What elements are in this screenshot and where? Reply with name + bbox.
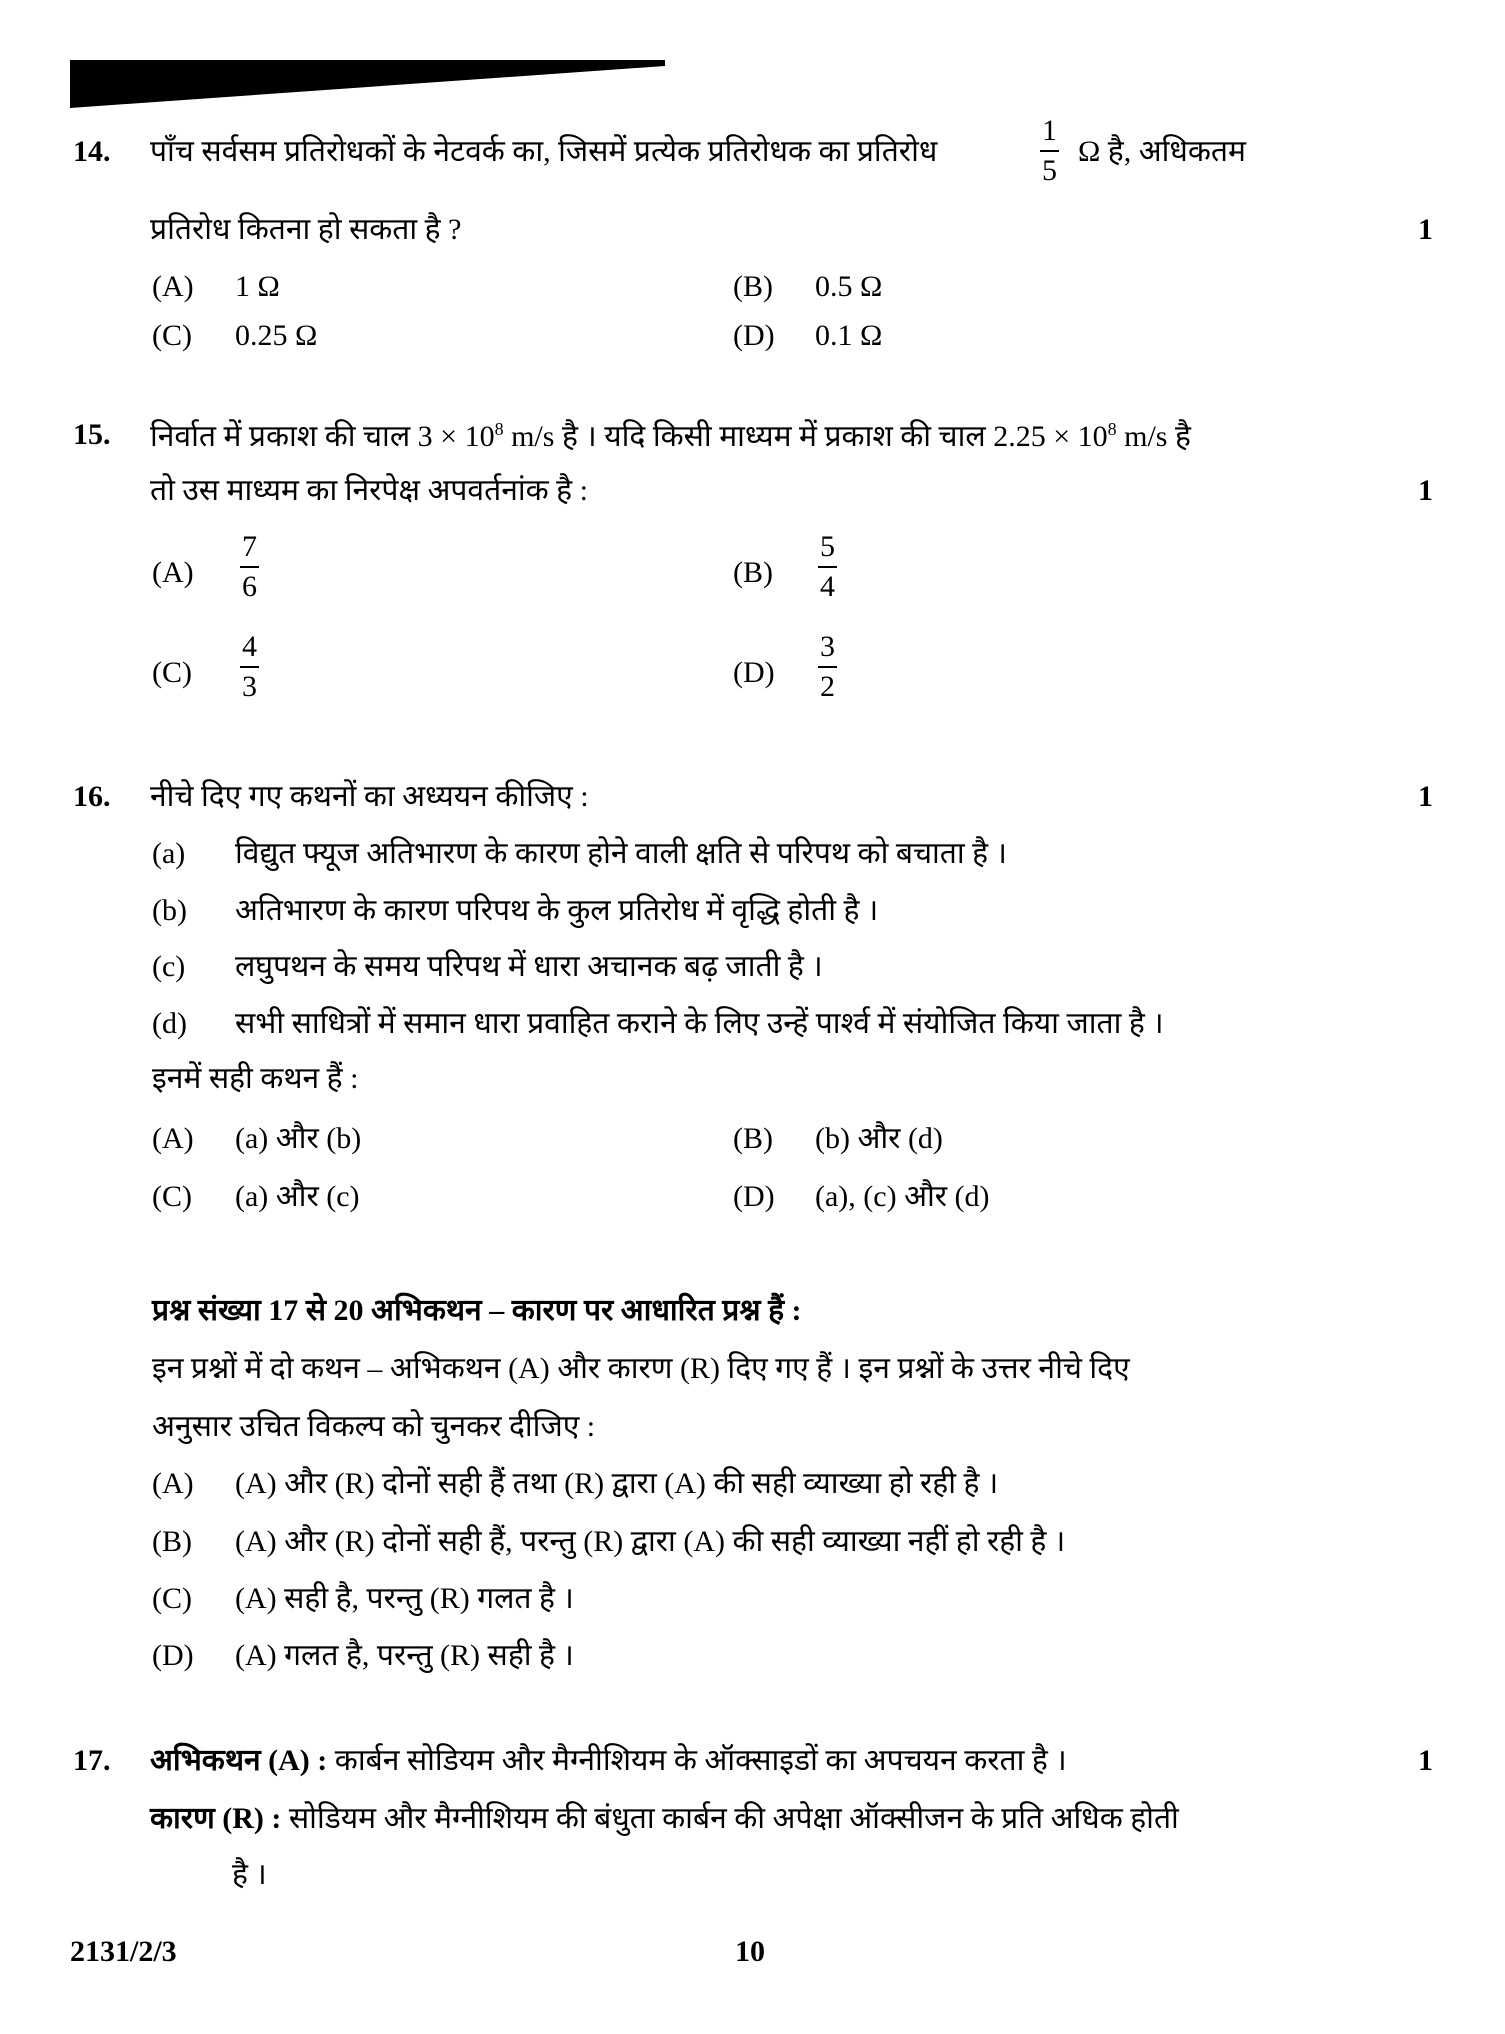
option-value: 0.25 Ω bbox=[235, 319, 318, 352]
option-value: (a), (c) और (d) bbox=[815, 1180, 990, 1213]
assertion bbox=[150, 1746, 1067, 1776]
statement-text: अतिभारण के कारण परिपथ के कुल प्रतिरोध में वृद्धि होती है । bbox=[235, 894, 879, 927]
statement-label: (a) bbox=[152, 837, 186, 870]
question-number: 15. bbox=[73, 418, 111, 451]
option-label: (B) bbox=[733, 270, 773, 303]
option-label: (D) bbox=[733, 656, 775, 689]
option-value: (b) और (d) bbox=[815, 1122, 943, 1155]
option-text: (A) गलत है, परन्तु (R) सही है । bbox=[235, 1639, 574, 1672]
question-number: 17. bbox=[73, 1744, 111, 1777]
paper-code: 2131/2/3 bbox=[70, 1935, 177, 1968]
fraction bbox=[1040, 116, 1059, 186]
fraction-bar bbox=[818, 666, 837, 668]
option-fraction bbox=[240, 632, 259, 702]
reason-continuation: है । bbox=[232, 1858, 267, 1891]
statement-text: सभी साधित्रों में समान धारा प्रवाहित कराने के लिए उन्हें पार्श्व में संयोजित किया जाता है । bbox=[235, 1007, 1164, 1040]
option-value: 0.1 Ω bbox=[815, 319, 883, 352]
fraction-numerator: 7 bbox=[242, 530, 257, 563]
marks: 1 bbox=[1418, 780, 1433, 813]
option-label: (B) bbox=[152, 1525, 192, 1558]
fraction-numerator: 5 bbox=[820, 530, 835, 563]
option-label: (C) bbox=[152, 1180, 192, 1213]
option-label: (C) bbox=[152, 656, 192, 689]
fraction-numerator: 3 bbox=[820, 630, 835, 663]
fraction-denominator: 3 bbox=[242, 670, 257, 703]
question-text-part: m/s है । यदि किसी माध्यम में प्रकाश की चाल 2.25 × 10 bbox=[503, 420, 1108, 453]
option-fraction bbox=[240, 532, 259, 602]
exponent: 8 bbox=[494, 419, 504, 439]
option-label: (D) bbox=[733, 319, 775, 352]
section-intro-line1: इन प्रश्नों में दो कथन – अभिकथन (A) और कारण (R) दिए गए हैं । इन प्रश्नों के उत्तर नीचे दिए bbox=[152, 1352, 1130, 1385]
marks: 1 bbox=[1418, 1744, 1433, 1777]
fraction-denominator: 5 bbox=[1042, 154, 1057, 187]
question-text: नीचे दिए गए कथनों का अध्ययन कीजिए : bbox=[150, 780, 589, 813]
marks: 1 bbox=[1418, 474, 1433, 507]
fraction-numerator: 4 bbox=[242, 630, 257, 663]
question-text-part: पाँच सर्वसम प्रतिरोधकों के नेटवर्क का, जिसमें प्रत्येक प्रतिरोधक का प्रतिरोध bbox=[150, 135, 938, 168]
fraction-denominator: 4 bbox=[820, 570, 835, 603]
option-label: (A) bbox=[152, 556, 194, 589]
option-text: (A) और (R) दोनों सही हैं, परन्तु (R) द्वारा (A) की सही व्याख्या नहीं हो रही है । bbox=[235, 1525, 1066, 1558]
fraction-bar bbox=[240, 566, 259, 568]
section-heading: प्रश्न संख्या 17 से 20 अभिकथन – कारण पर आधारित प्रश्न हैं : bbox=[152, 1294, 802, 1327]
option-label: (C) bbox=[152, 1582, 192, 1615]
question-text bbox=[150, 137, 937, 167]
fraction-bar bbox=[1040, 150, 1059, 152]
statement-label: (d) bbox=[152, 1007, 187, 1040]
option-value: (a) और (c) bbox=[235, 1180, 360, 1213]
fraction-denominator: 6 bbox=[242, 570, 257, 603]
option-text: (A) और (R) दोनों सही हैं तथा (R) द्वारा (A) की सही व्याख्या हो रही है । bbox=[235, 1467, 999, 1500]
exponent: 8 bbox=[1107, 419, 1117, 439]
option-label: (B) bbox=[733, 1122, 773, 1155]
statement-text: विद्युत फ्यूज अतिभारण के कारण होने वाली क्षति से परिपथ को बचाता है । bbox=[235, 837, 1007, 870]
assertion-text: कार्बन सोडियम और मैग्नीशियम के ऑक्साइडों का अपचयन करता है । bbox=[327, 1744, 1067, 1777]
question-text-line2: तो उस माध्यम का निरपेक्ष अपवर्तनांक है : bbox=[150, 474, 588, 507]
question-text-part: m/s है bbox=[1116, 420, 1191, 453]
option-value: 0.5 Ω bbox=[815, 270, 883, 303]
option-label: (C) bbox=[152, 319, 192, 352]
question-number: 16. bbox=[73, 780, 111, 813]
statement-label: (c) bbox=[152, 950, 186, 983]
reason bbox=[150, 1804, 1179, 1834]
fraction-denominator: 2 bbox=[820, 670, 835, 703]
option-fraction bbox=[818, 532, 837, 602]
question-text-part: निर्वात में प्रकाश की चाल 3 × 10 bbox=[150, 420, 495, 453]
option-label: (A) bbox=[152, 1122, 194, 1155]
assertion-label: अभिकथन (A) : bbox=[150, 1744, 328, 1777]
option-fraction bbox=[818, 632, 837, 702]
option-value: (a) और (b) bbox=[235, 1122, 362, 1155]
fraction-numerator: 1 bbox=[1042, 114, 1057, 147]
section-intro-line2: अनुसार उचित विकल्प को चुनकर दीजिए : bbox=[152, 1410, 596, 1443]
fraction-bar bbox=[240, 666, 259, 668]
option-label: (B) bbox=[733, 556, 773, 589]
question-number: 14. bbox=[73, 135, 111, 168]
option-text: (A) सही है, परन्तु (R) गलत है । bbox=[235, 1582, 574, 1615]
statement-label: (b) bbox=[152, 894, 187, 927]
option-label: (D) bbox=[152, 1639, 194, 1672]
marks: 1 bbox=[1418, 213, 1433, 246]
option-label: (A) bbox=[152, 270, 194, 303]
option-label: (D) bbox=[733, 1180, 775, 1213]
fraction-bar bbox=[818, 566, 837, 568]
reason-label: कारण (R) : bbox=[150, 1802, 282, 1835]
option-value: 1 Ω bbox=[235, 270, 280, 303]
header-black-bar bbox=[70, 60, 665, 110]
page-number: 10 bbox=[735, 1935, 765, 1968]
reason-text: सोडियम और मैग्नीशियम की बंधुता कार्बन की अपेक्षा ऑक्सीजन के प्रति अधिक होती bbox=[281, 1802, 1179, 1835]
option-label: (A) bbox=[152, 1467, 194, 1500]
question-prompt: इनमें सही कथन हैं : bbox=[152, 1062, 359, 1095]
question-text-line2: प्रतिरोध कितना हो सकता है ? bbox=[150, 213, 462, 246]
question-text-part: Ω है, अधिकतम bbox=[1078, 135, 1246, 168]
question-text bbox=[150, 420, 1191, 452]
statement-text: लघुपथन के समय परिपथ में धारा अचानक बढ़ जाती है । bbox=[235, 950, 823, 983]
